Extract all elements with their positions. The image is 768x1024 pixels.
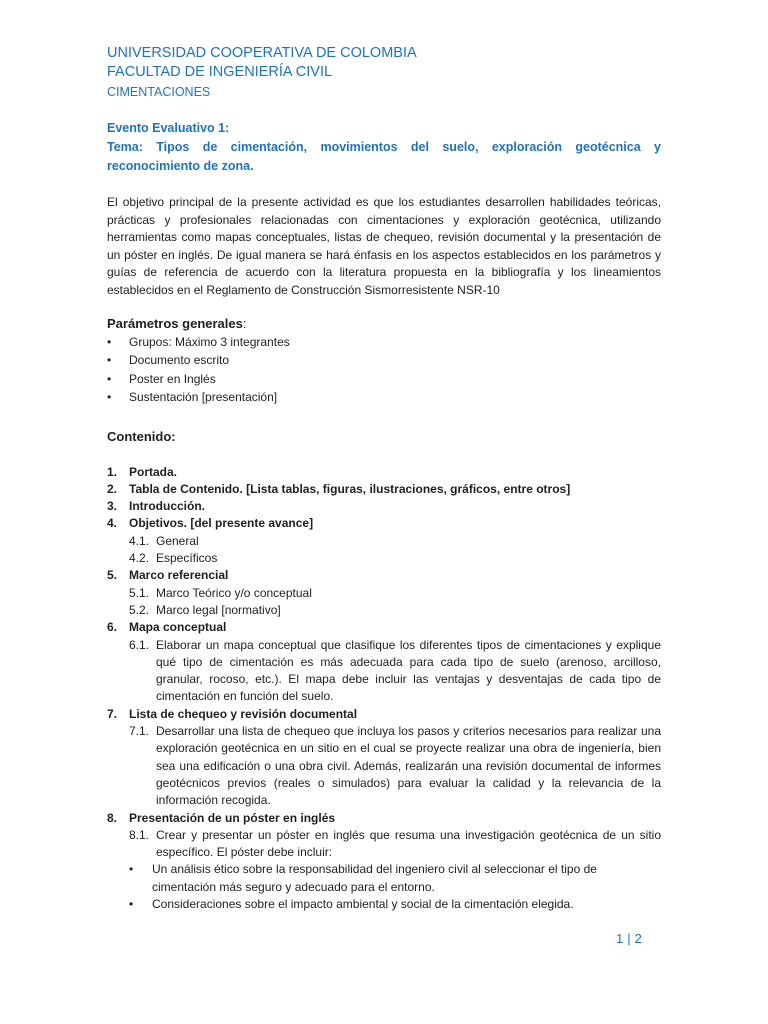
item-label: Tabla de Contenido. [Lista tablas, figuras, ilustraciones, gráficos, entre otros] [129,481,571,496]
sub-number: 6.1. [129,637,150,652]
item-number: 6. [107,620,118,635]
bullet-text: Consideraciones sobre el impacto ambiental y social de la cimentación elegida. [152,896,574,911]
page-number [616,931,642,946]
sub-number: 5.2. [129,602,150,617]
list-item [107,515,661,567]
sub-item [107,637,661,706]
page-separator: | [627,931,631,946]
sub-item [107,602,661,619]
sub-number: 4.2. [129,551,150,566]
evaluation-block [107,119,661,176]
sub-item [107,723,661,809]
list-item: • Poster en Inglés [107,370,661,389]
item-number: 5. [107,568,118,583]
sub-number: 8.1. [129,827,150,842]
params-heading [107,316,661,331]
item-number: 7. [107,706,118,721]
item-number: 2. [107,481,118,496]
evaluation-title: Evento Evaluativo 1: [107,121,230,135]
item-label: Introducción. [129,499,205,514]
item-label: Portada. [129,464,178,479]
list-item [107,464,661,481]
params-title: Parámetros generales [107,315,243,331]
sub-text: Elaborar un mapa conceptual que clasifique los diferentes tipos de cimentaciones y explique qué tipo de cimentación es más adecuada para cada tipo de suelo (arenoso, arcilloso, granular, rocoso, etc.). El mapa debe incluir las ventajas y desventajas de cada tipo de cimentación en función del suelo. [156,637,661,704]
item-number: 4. [107,516,118,531]
sub-text: Marco Teórico y/o conceptual [156,585,312,600]
list-item [107,810,661,914]
list-item: • Grupos: Máximo 3 integrantes [107,333,661,352]
sub-item [107,827,661,862]
item-number: 8. [107,810,118,825]
evaluation-topic: Tema: Tipos de cimentación, movimientos del suelo, exploración geotécnica y reconocimiento de zona. [107,140,661,173]
item-label: Mapa conceptual [129,620,227,635]
params-section [107,316,661,407]
bullet-text: Un análisis ético sobre la responsabilidad del ingeniero civil al seleccionar el tipo de cimentación más seguro y adecuado para el entorno. [152,862,597,894]
sub-item [107,533,661,550]
sub-number: 7.1. [129,724,150,739]
sub-item [107,585,661,602]
bullet-icon: • [129,896,134,911]
list-item [107,481,661,498]
sub-item [107,550,661,567]
list-item [107,619,661,705]
course-name: CIMENTACIONES [107,85,211,99]
intro-paragraph: El objetivo principal de la presente actividad es que los estudiantes desarrollen habilidades teóricas, prácticas y profesionales relacionadas con cimentaciones y exploración geotécnica, utilizando herramientas como mapas conceptuales, listas de chequeo, revisión documental y la presentación de un póster en inglés. De igual manera se hará énfasis en los aspectos establecidos en los parámetros y guías de referencia de acuerdo con la literatura propuesta en la bibliografía y los lineamientos establecidos en el Reglamento de Construcción Sismorresistente NSR-10 [107,195,661,297]
document-page [107,44,661,913]
content-section [107,429,661,914]
list-item: • Sustentación [presentación] [107,388,661,407]
sub-text: Desarrollar una lista de chequeo que incluya los pasos y criterios necesarios para realizar una exploración geotécnica en un sitio en el cual se proyecte realizar una obra de ingeniería, bien sea una edificación o una obra civil. Además, realizarán una revisión documental de informes geotécnicos previos (reales o simulados) para evaluar la calidad y la relevancia de la información recogida. [156,724,661,808]
sub-bullet [107,861,661,896]
list-item [107,706,661,810]
params-list [107,333,661,407]
list-item [107,567,661,619]
sub-text: Marco legal [normativo] [156,602,281,617]
faculty-name: FACULTAD DE INGENIERÍA CIVIL [107,64,333,80]
sub-number: 4.1. [129,533,150,548]
content-title: Contenido: [107,428,176,444]
params-colon: : [242,315,247,331]
list-item: • Documento escrito [107,351,661,370]
item-number: 1. [107,464,118,479]
university-name: UNIVERSIDAD COOPERATIVA DE COLOMBIA [107,45,417,61]
bullet-icon: • [129,862,134,877]
item-number: 3. [107,499,118,514]
sub-text: Crear y presentar un póster en inglés que resuma una investigación geotécnica de un sitio específico. El póster debe incluir: [156,827,661,860]
total-pages: 2 [634,931,642,946]
current-page: 1 [616,931,624,946]
content-list [107,464,661,914]
item-label: Objetivos. [del presente avance] [129,516,314,531]
sub-bullet [107,896,661,913]
item-label: Lista de chequeo y revisión documental [129,706,358,721]
sub-text: Específicos [156,551,218,566]
sub-text: General [156,533,199,548]
list-item [107,498,661,515]
sub-number: 5.1. [129,585,150,600]
item-label: Presentación de un póster en inglés [129,810,336,825]
item-label: Marco referencial [129,568,229,583]
document-header [107,44,661,101]
